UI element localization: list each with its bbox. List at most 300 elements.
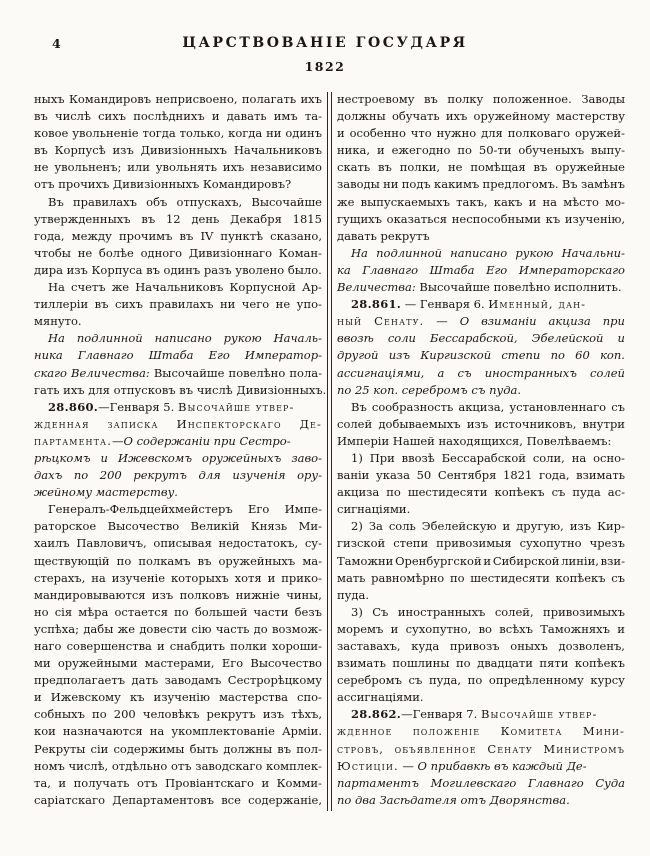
word: полки	[230, 639, 267, 653]
word: послѣднихъ	[133, 109, 205, 124]
text-line	[337, 535, 625, 552]
word: чрезъ	[589, 536, 625, 551]
text-line	[337, 245, 625, 262]
word: изученія	[232, 468, 286, 483]
word: Великій	[190, 519, 240, 534]
word: При	[369, 450, 395, 465]
word: сіи	[90, 741, 109, 756]
text-line	[34, 228, 322, 245]
word: ный	[337, 314, 363, 329]
word: Начальниковъ	[233, 143, 322, 158]
text-line	[34, 211, 322, 228]
word: довести	[139, 621, 188, 636]
word: 1)	[351, 450, 363, 465]
word: другой	[337, 348, 379, 363]
word: ввозѣ	[337, 331, 374, 346]
text-segment: —Генваря 7.	[401, 707, 481, 722]
text-segment: 28.861.	[351, 297, 402, 312]
word: —	[436, 314, 448, 329]
word: 3)	[351, 604, 363, 619]
word: части	[253, 604, 289, 619]
word: по	[449, 570, 465, 585]
word: Сибирской	[492, 553, 560, 568]
text-line	[34, 553, 322, 570]
word: та-	[304, 109, 322, 124]
word: день	[191, 211, 220, 226]
text-segment: Юстиціи.	[337, 758, 399, 773]
word: и	[617, 621, 625, 636]
word: ни	[266, 126, 282, 141]
word: по	[386, 485, 401, 500]
word: въ	[141, 211, 156, 226]
word: написано	[450, 245, 508, 260]
word: мо-	[605, 194, 625, 209]
word: въ	[179, 228, 194, 243]
word: имъ	[273, 109, 298, 124]
word: содержаніе,	[248, 792, 322, 807]
word: пунктѣ	[220, 228, 264, 243]
text-line	[337, 125, 625, 142]
word: назначаются	[62, 724, 143, 739]
word: заводамъ	[164, 673, 222, 688]
text-line	[34, 621, 322, 638]
word: числѣ	[54, 109, 91, 124]
page-number: 4	[52, 36, 61, 51]
word: особенно	[349, 126, 406, 141]
word: съ	[457, 365, 472, 380]
word: степи	[501, 348, 541, 363]
word: заводы	[337, 177, 380, 192]
word: ас-	[607, 485, 625, 500]
word: давать	[226, 109, 267, 124]
word: Генералъ-Фельдцейхмейстеръ	[48, 502, 233, 517]
word: Высочество	[250, 656, 322, 671]
word: правилахъ	[149, 297, 214, 312]
text-line	[337, 689, 625, 706]
word: соли	[387, 331, 416, 346]
word: и	[376, 143, 385, 158]
word: во	[478, 621, 492, 636]
word: подъ	[401, 177, 431, 192]
word: полкамъ	[138, 553, 191, 568]
word: оружей-	[574, 126, 625, 141]
word: скаго	[34, 365, 67, 380]
word: Эбелейскую	[421, 519, 497, 534]
word: какимъ	[434, 177, 480, 192]
right-column	[337, 91, 625, 811]
word: соль	[388, 519, 416, 534]
word: ществующій	[34, 553, 110, 568]
word: Главнаго	[362, 262, 419, 277]
word: рукою	[223, 331, 262, 346]
word: Началь-	[273, 331, 322, 346]
word: отпускахъ,	[176, 194, 243, 209]
word: изученію,	[564, 211, 625, 226]
word: иностранныхъ	[484, 365, 577, 380]
word: содержимы	[113, 741, 185, 756]
word: не	[34, 160, 49, 175]
word: одного	[140, 245, 183, 260]
word: двадцати	[477, 656, 533, 671]
text-line	[337, 672, 625, 689]
text-line	[337, 159, 625, 176]
word: раторское	[34, 519, 97, 534]
word: Князь	[250, 519, 288, 534]
word: увольненіе	[72, 126, 139, 141]
word: въ	[34, 109, 48, 124]
word: нижніе	[235, 587, 280, 602]
text-line	[34, 450, 322, 467]
word: не	[447, 160, 463, 175]
word: оружейные	[555, 160, 625, 175]
word: выпу-	[591, 143, 625, 158]
text-segment: Высочайше утвер-	[177, 399, 295, 414]
word: 1815	[292, 211, 322, 226]
word: же	[337, 194, 355, 209]
word: Сенату.	[374, 314, 425, 329]
word: изъ	[151, 587, 174, 602]
word: и	[617, 331, 625, 346]
word: 1821	[503, 468, 533, 483]
word: скать	[337, 160, 371, 175]
word: Провіантскаго	[165, 775, 254, 790]
word: а	[437, 365, 445, 380]
word: взиманіи	[481, 314, 537, 329]
word: добываемыхъ	[378, 416, 461, 431]
word: иностранныхъ	[397, 604, 486, 619]
word: изученіе	[111, 570, 165, 585]
word: помѣщая	[470, 160, 526, 175]
word: тѣхъ,	[291, 707, 322, 722]
word: заво-	[291, 450, 322, 465]
text-line	[337, 741, 625, 758]
word: ассигнаціями,	[337, 365, 425, 380]
word: степи	[393, 536, 429, 551]
word: номъ	[34, 758, 65, 773]
word: акциза	[337, 485, 380, 500]
text-line	[337, 655, 625, 672]
word: сихъ	[114, 297, 143, 312]
word: Импе-	[284, 502, 322, 517]
word: Комми-	[276, 775, 322, 790]
word: съ	[408, 673, 423, 688]
word: которыхъ	[170, 570, 229, 585]
word: получать	[73, 775, 130, 790]
word: какъ	[493, 194, 523, 209]
text-line	[337, 604, 625, 621]
text-segment: дира изъ Корпуса въ одинъ разъ уволено было.	[34, 262, 322, 277]
word: мандировываются	[34, 587, 146, 602]
word: изученію	[153, 690, 210, 705]
word: Въ	[351, 399, 367, 414]
word: замѣнъ	[580, 177, 625, 192]
word: нужно	[436, 126, 477, 141]
word: заставахъ,	[337, 639, 401, 653]
word: рѣцкомъ	[34, 450, 91, 465]
text-segment: —Генваря 5.	[98, 399, 178, 414]
word: сообразность	[371, 399, 454, 414]
word: и	[211, 109, 220, 124]
word: и	[390, 621, 399, 636]
word: тогда	[142, 126, 176, 141]
word: 12	[165, 211, 181, 226]
word: къ	[545, 211, 561, 226]
text-segment: Именный, дан-	[488, 297, 587, 312]
text-line	[337, 792, 625, 809]
word: Штаба	[148, 348, 194, 363]
word: копѣекъ	[494, 485, 545, 500]
word: Его	[247, 502, 270, 517]
word: сихъ	[98, 109, 127, 124]
text-line	[34, 775, 322, 792]
word: отъ	[171, 758, 192, 773]
word: на	[571, 450, 587, 465]
text-segment: О прибавкѣ въ каждый Де-	[417, 758, 587, 773]
word: изъ	[112, 143, 134, 158]
word: полку	[447, 92, 484, 106]
word: пуда,	[428, 673, 461, 688]
word: Начальни-	[561, 245, 625, 260]
text-line	[34, 758, 322, 775]
text-line	[337, 108, 625, 125]
word: обучать	[391, 109, 440, 124]
word: на	[542, 194, 558, 209]
word: въ	[277, 741, 292, 756]
text-line	[34, 604, 322, 621]
word: заводскаго	[195, 758, 263, 773]
word: хороши-	[272, 639, 322, 653]
text-line	[34, 159, 322, 176]
word: оружейныхъ	[218, 553, 296, 568]
word: оказаться	[386, 211, 448, 226]
text-line	[34, 365, 322, 382]
text-segment: —	[398, 758, 418, 773]
word: или	[127, 160, 150, 175]
word: равномѣрно	[371, 570, 445, 585]
word: изъ	[388, 348, 411, 363]
text-segment: пуда.	[337, 587, 370, 602]
word: шестидесяти	[407, 485, 488, 500]
word: пол-	[296, 741, 322, 756]
word: На	[48, 331, 65, 346]
word: написано	[154, 331, 212, 346]
word: IV	[200, 228, 214, 243]
word: полковаго	[507, 126, 571, 141]
word: и	[502, 519, 511, 534]
word: ваніи	[337, 468, 370, 483]
word: съ	[551, 485, 566, 500]
word: большей	[194, 604, 248, 619]
text-line	[34, 347, 322, 364]
text-line	[337, 347, 625, 364]
word: Департаментовъ	[112, 792, 214, 807]
word: Сенату	[487, 741, 533, 756]
text-line	[34, 792, 322, 809]
text-line	[337, 706, 625, 723]
word: изъ	[569, 519, 592, 534]
word: тиллеріи	[34, 297, 89, 312]
word: привозимыхъ	[543, 604, 625, 619]
word: съ	[611, 570, 625, 585]
text-line	[34, 176, 322, 193]
word: на	[149, 724, 165, 739]
text-line	[34, 501, 322, 518]
word: ихъ	[300, 92, 322, 106]
word: успѣха;	[34, 621, 80, 636]
word: Рекруты	[34, 741, 86, 756]
word: положенное.	[492, 92, 572, 106]
word: ввозѣ	[401, 450, 435, 465]
word: курсу	[590, 673, 625, 688]
text-line	[34, 262, 322, 279]
word: моремъ	[337, 621, 384, 636]
word: изъ	[466, 416, 489, 431]
word: обученыхъ	[518, 143, 585, 158]
word: Таможняхъ	[540, 621, 610, 636]
word: снабдить	[169, 639, 226, 653]
text-line	[34, 279, 322, 296]
word: Сентября	[437, 468, 497, 483]
word: все	[221, 792, 241, 807]
text-line	[34, 587, 322, 604]
word: 60	[575, 348, 590, 363]
text-line	[34, 91, 322, 108]
word: повелѣно	[228, 365, 286, 380]
word: такъ,	[456, 194, 488, 209]
word: безъ	[294, 604, 322, 619]
word: по	[174, 604, 189, 619]
word: и	[100, 450, 108, 465]
word: на	[91, 570, 106, 585]
text-line	[337, 296, 625, 313]
word: солей	[337, 416, 373, 431]
word: возмож-	[271, 621, 322, 636]
word: Величества:	[71, 365, 150, 380]
word: куда	[411, 639, 440, 653]
word: ихъ	[445, 109, 468, 124]
word: Киргизской	[420, 348, 492, 363]
word: партаментъ	[337, 775, 419, 790]
word: Императорскаго	[518, 262, 625, 277]
word: при	[602, 314, 625, 329]
word: и	[483, 553, 492, 568]
text-line	[337, 775, 625, 792]
word: ковое	[34, 126, 69, 141]
word: Высочайше	[153, 365, 225, 380]
text-line	[337, 228, 625, 245]
word: прико-	[281, 570, 322, 585]
word: для	[481, 126, 503, 141]
word: для	[198, 468, 221, 483]
word: Эбелейской	[531, 331, 604, 346]
word: Корпусной	[229, 280, 296, 295]
text-line	[337, 553, 625, 570]
word: по	[550, 348, 565, 363]
word: года,	[538, 468, 570, 483]
text-line	[337, 399, 625, 416]
word: Суда	[595, 775, 625, 790]
word: оныхъ	[510, 639, 548, 653]
word: и	[58, 775, 67, 790]
text-line	[34, 296, 322, 313]
word: взи-	[600, 553, 625, 568]
word: 200	[99, 468, 122, 483]
word: только,	[179, 126, 225, 141]
word: полагать	[241, 92, 297, 106]
word: записка	[107, 416, 159, 431]
word: изъ	[262, 707, 285, 722]
text-line	[337, 211, 625, 228]
word: комплек-	[266, 758, 322, 773]
word: стровъ,	[337, 741, 384, 756]
word: Высочество	[107, 519, 180, 534]
word: часть	[215, 621, 250, 636]
text-line	[34, 570, 322, 587]
word: сію	[191, 621, 212, 636]
word: пяти	[539, 656, 569, 671]
word: подлинной	[376, 245, 442, 260]
word: Его	[208, 348, 230, 363]
text-segment: партамента.	[34, 433, 112, 448]
text-line	[337, 501, 625, 518]
word: объ	[146, 194, 168, 209]
word: предполагаетъ	[34, 673, 126, 688]
word: стерахъ,	[34, 570, 86, 585]
word: мѣра	[78, 604, 109, 619]
word: Комитета	[500, 724, 563, 739]
word: ежегодно	[391, 143, 451, 158]
word: внутри	[582, 416, 625, 431]
word: въ	[197, 553, 212, 568]
word: нестроевому	[337, 92, 415, 106]
word: мастерству	[556, 109, 625, 124]
word: всѣхъ	[499, 621, 533, 636]
word: оружейному	[473, 109, 550, 124]
text-segment: Величества:	[337, 280, 416, 295]
word: и	[34, 690, 42, 705]
word: солей	[590, 365, 625, 380]
text-line	[34, 125, 322, 142]
word: та,	[34, 775, 51, 790]
word: въ	[34, 143, 48, 158]
text-line	[337, 91, 625, 108]
word: человѣкъ	[142, 707, 200, 722]
word: и	[267, 570, 276, 585]
word: жденная	[34, 416, 90, 431]
text-line	[337, 638, 625, 655]
word: Могилевскаго	[430, 775, 517, 790]
word: съ	[611, 399, 625, 414]
word: Декабря	[230, 211, 282, 226]
word: ихъ	[222, 160, 245, 175]
word: описывая	[153, 536, 212, 551]
word: Бессарабской,	[430, 331, 518, 346]
word: упо-	[296, 297, 322, 312]
word: оружейными	[57, 656, 138, 671]
word: Въ	[561, 177, 578, 192]
word: быть	[189, 741, 219, 756]
word: неприсвоено,	[155, 92, 238, 106]
text-line	[34, 142, 322, 159]
text-line	[337, 416, 625, 433]
word: чего	[241, 297, 270, 312]
word: дабы	[83, 621, 114, 636]
word: гизской	[337, 536, 386, 551]
word: отдѣльно	[111, 758, 168, 773]
word: установленнаго	[509, 399, 607, 414]
word: совершенства	[66, 639, 152, 653]
word: чтобы	[34, 245, 71, 260]
